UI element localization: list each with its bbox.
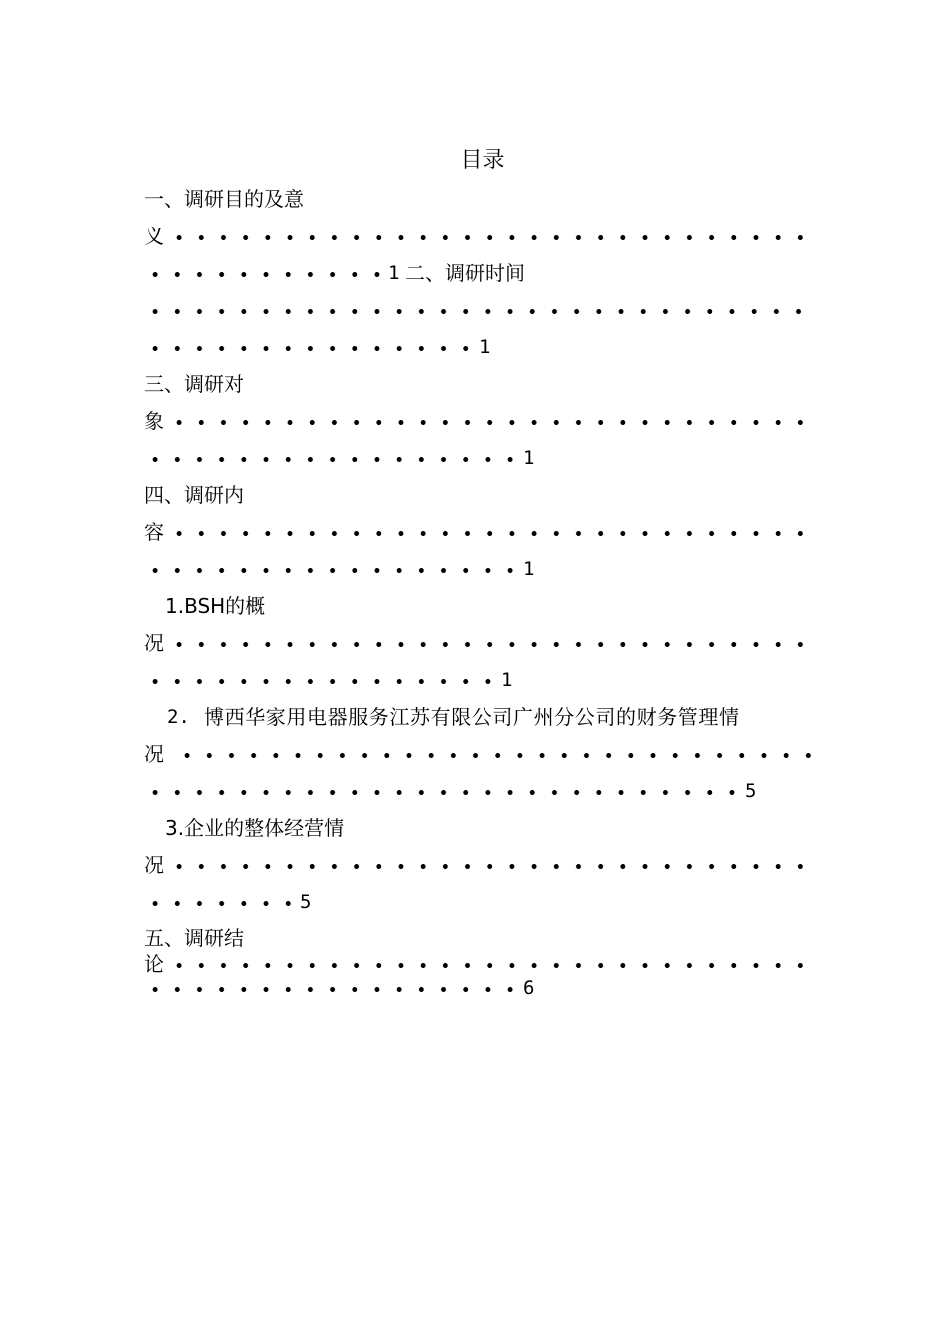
dot-leader	[168, 642, 814, 647]
toc-entry-4-2-line-b	[0, 740, 950, 768]
dot-leader	[144, 309, 814, 314]
toc-entry-text: 义	[144, 224, 164, 248]
page-number: 1	[388, 262, 400, 284]
toc-entry-5-line-a	[0, 924, 950, 952]
toc-entry-3-line-a	[0, 370, 950, 398]
toc-entry-text: 况	[144, 631, 164, 655]
page-number: 5	[300, 891, 312, 913]
toc-entry-4-line-c	[0, 555, 950, 583]
toc-entry-text: 三、调研对	[144, 372, 244, 396]
dot-leader	[168, 963, 814, 968]
toc-entry-text: 论	[144, 952, 164, 976]
toc-entry-text: 3.企业的整体经营情	[165, 816, 345, 840]
toc-entry-text: 四、调研内	[144, 483, 244, 507]
dot-leader	[168, 420, 814, 425]
toc-entry-text: 容	[144, 520, 164, 544]
toc-entry-text: 一、调研目的及意	[144, 187, 304, 211]
dot-leader	[168, 864, 814, 869]
page-number: 5	[745, 780, 757, 802]
toc-entry-number: 2.	[167, 706, 190, 728]
page-number: 6	[523, 977, 535, 999]
toc-entry-1-line-a	[0, 185, 950, 213]
page-number: 1	[523, 447, 535, 469]
toc-entry-3-line-b	[0, 407, 950, 435]
toc-entry-4-1-line-a	[0, 592, 950, 620]
toc-entry-4-3-line-a	[0, 814, 950, 842]
toc-entry-text: 二、调研时间	[405, 261, 525, 285]
toc-entry-text: 五、调研结	[144, 926, 244, 950]
toc-entry-2-line-a	[0, 296, 950, 324]
toc-entry-text: 博西华家用电器服务江苏有限公司广州分公司的财务管理情	[204, 705, 740, 729]
toc-entry-2-line-b	[0, 333, 950, 361]
toc-entry-4-3-line-c	[0, 888, 950, 916]
dot-leader	[144, 346, 477, 351]
toc-entry-1-line-b	[0, 222, 950, 250]
dot-leader	[168, 531, 814, 536]
toc-entry-4-line-b	[0, 518, 950, 546]
dot-leader	[176, 753, 820, 758]
toc-title: 目录	[460, 148, 505, 173]
dot-leader	[144, 272, 388, 277]
dot-leader	[144, 987, 522, 992]
toc-entry-4-1-line-c	[0, 666, 950, 694]
page-number: 1	[501, 669, 513, 691]
toc-entry-text: 1.BSH的概	[165, 594, 266, 618]
dot-leader	[144, 901, 299, 906]
toc-entry-4-1-line-b	[0, 629, 950, 657]
toc-entry-3-line-c	[0, 444, 950, 472]
page-number: 1	[523, 558, 535, 580]
toc-entry-4-2-line-a	[0, 703, 950, 731]
toc-entry-5-line-c	[0, 974, 950, 1002]
toc-entry-1-line-c	[0, 259, 950, 287]
toc-entry-4-line-a	[0, 481, 950, 509]
toc-entry-text: 况	[144, 742, 164, 766]
dot-leader	[144, 790, 744, 795]
toc-entry-text: 象	[144, 409, 164, 433]
page-number: 1	[479, 336, 491, 358]
dot-leader	[144, 679, 499, 684]
dot-leader	[168, 235, 814, 240]
toc-entry-4-3-line-b	[0, 851, 950, 879]
dot-leader	[144, 457, 522, 462]
toc-entry-text: 况	[144, 853, 164, 877]
dot-leader	[144, 568, 522, 573]
toc-entry-4-2-line-c	[0, 777, 950, 805]
